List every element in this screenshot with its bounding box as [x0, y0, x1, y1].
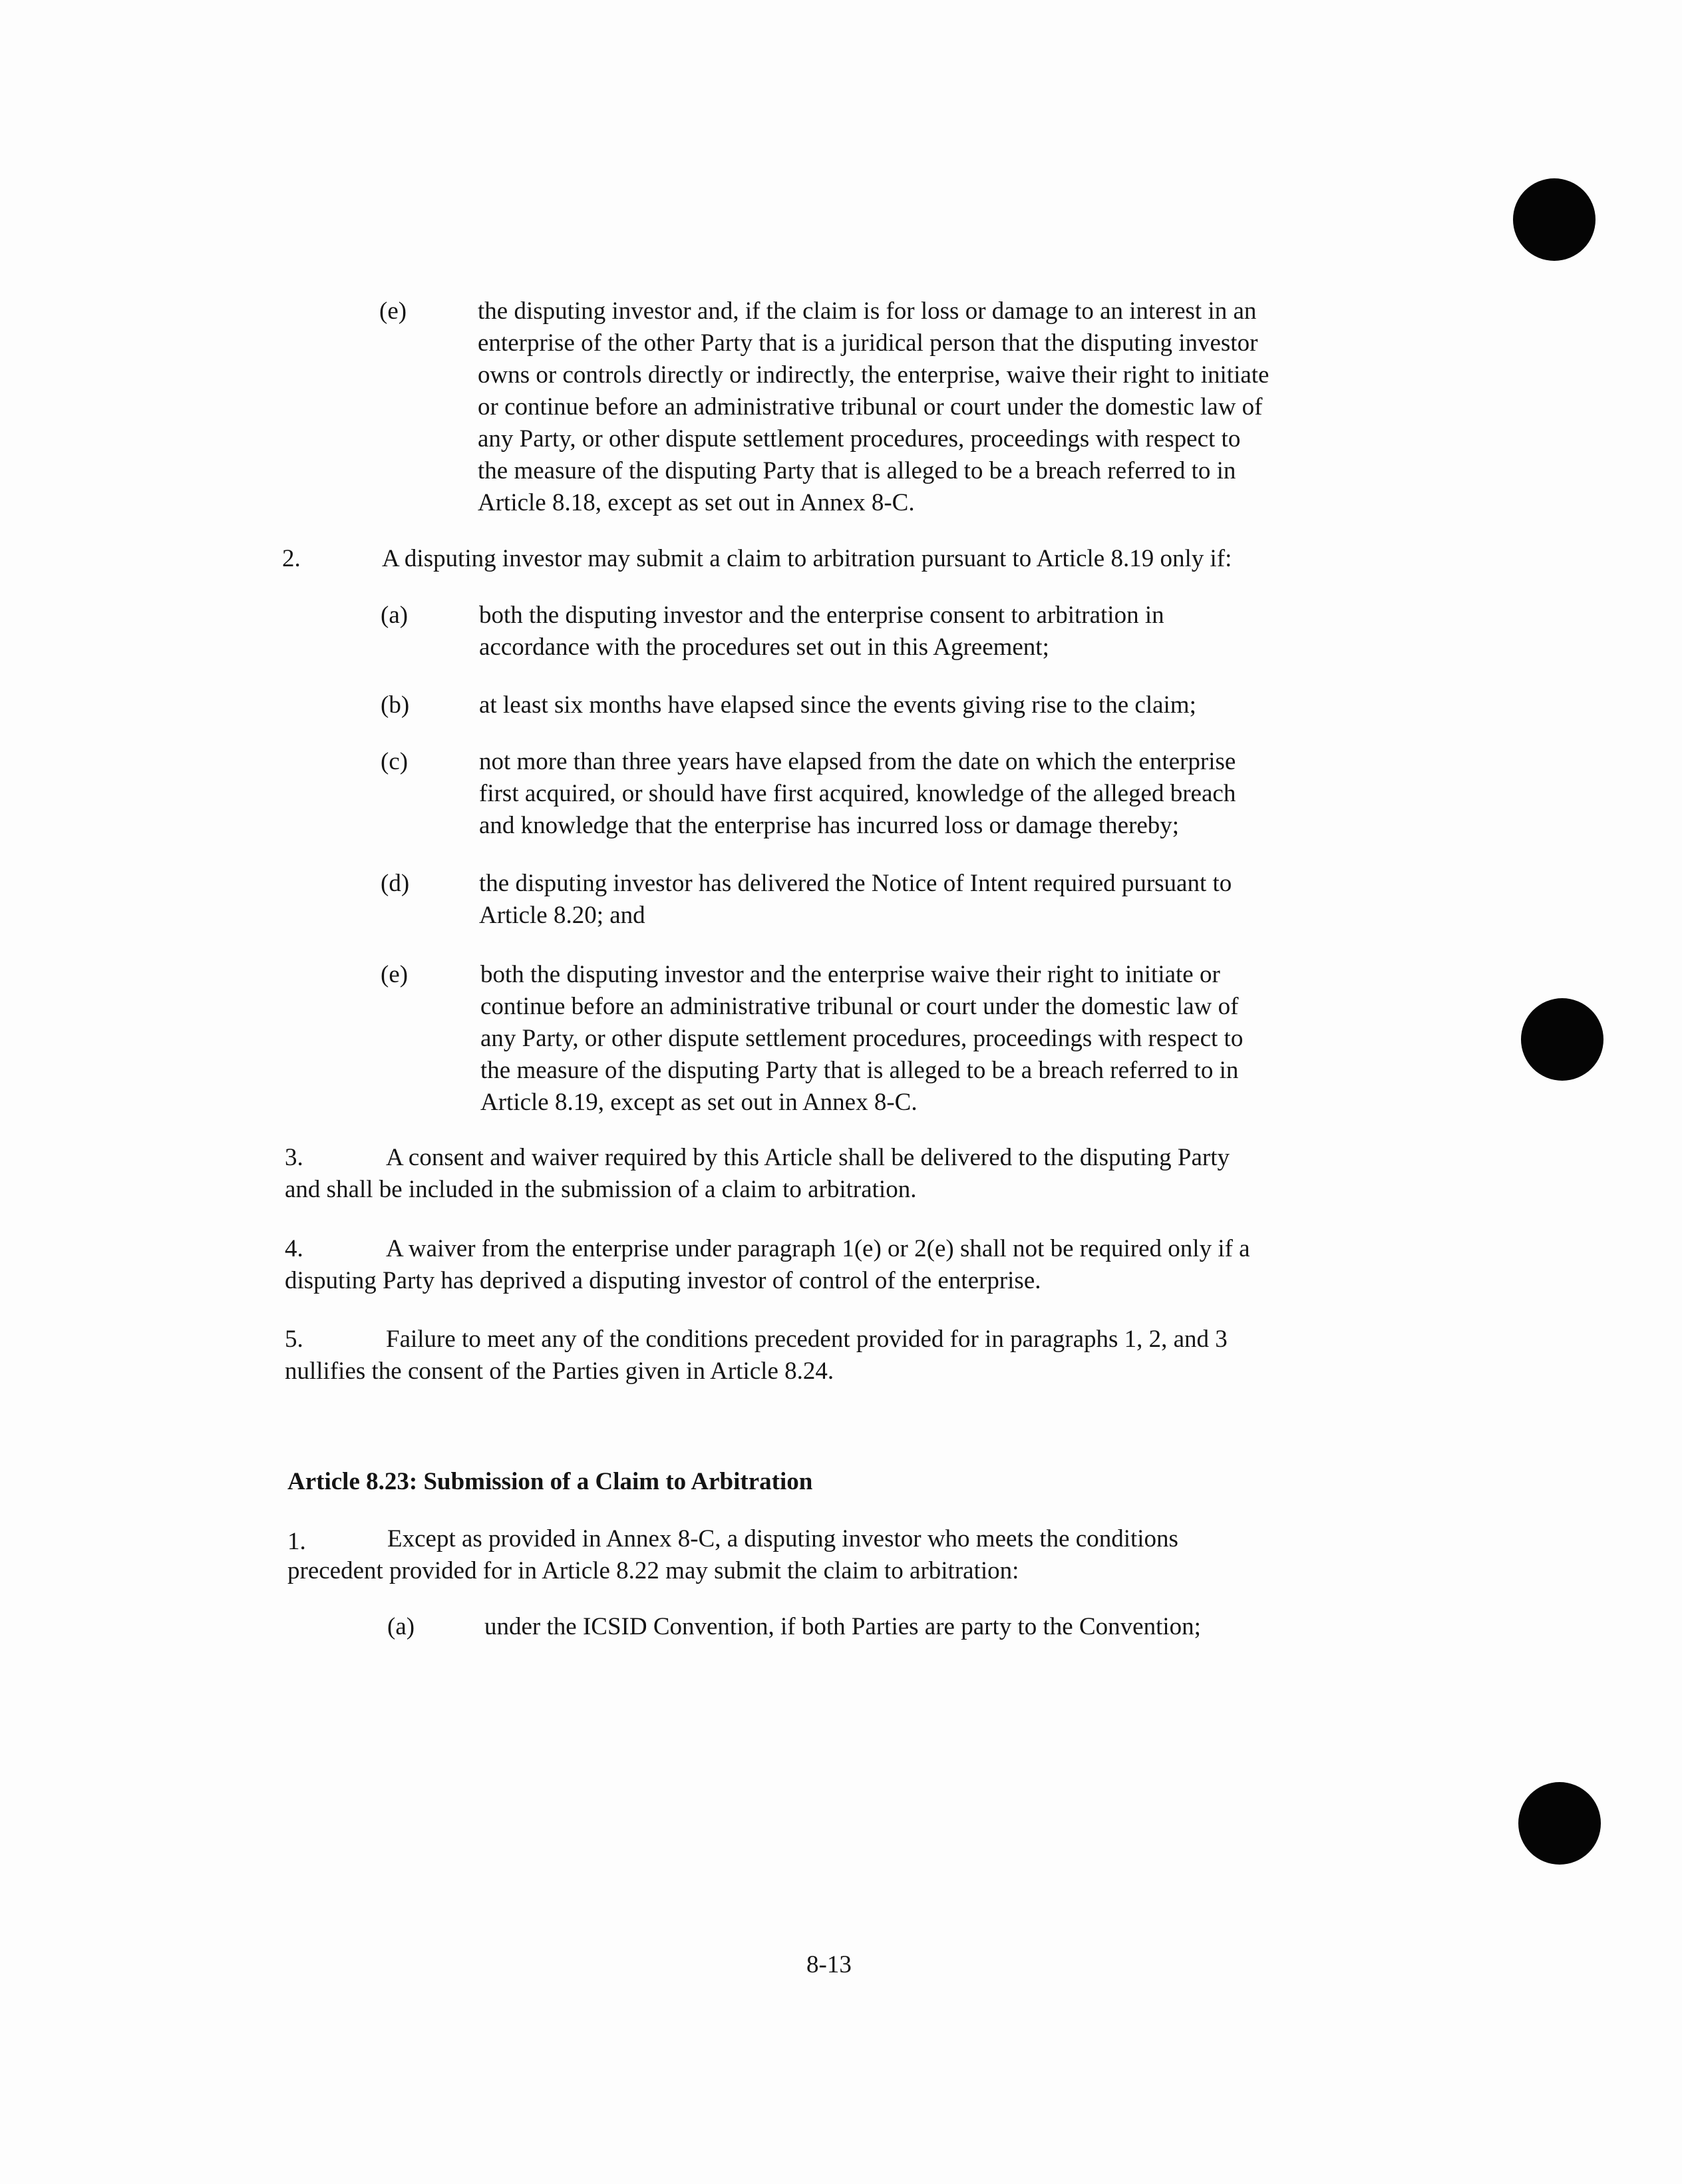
- item-text-line: first acquired, or should have first acquired, knowledge of the alleged breach: [479, 780, 1236, 807]
- item-text-line: under the ICSID Convention, if both Parties are party to the Convention;: [484, 1613, 1201, 1640]
- item-text-line: the measure of the disputing Party that is alleged to be a breach referred to in: [480, 1057, 1239, 1084]
- paragraph-text: A consent and waiver required by this Article shall be delivered to the disputing Party: [386, 1144, 1230, 1171]
- punch-hole-top: [1513, 178, 1596, 261]
- paragraph-number: 4.: [285, 1235, 303, 1262]
- paragraph-text: Failure to meet any of the conditions precedent provided for in paragraphs 1, 2, and 3: [386, 1326, 1228, 1353]
- item-text-line: continue before an administrative tribunal or court under the domestic law of: [480, 993, 1239, 1020]
- punch-hole-middle: [1521, 998, 1603, 1081]
- item-label: (d): [381, 870, 410, 897]
- item-text-line: both the disputing investor and the enterprise consent to arbitration in: [479, 602, 1164, 629]
- paragraph-number: 2.: [282, 545, 301, 572]
- item-text-line: Article 8.20; and: [479, 902, 645, 929]
- item-text-line: the disputing investor and, if the claim is for loss or damage to an interest in an: [478, 297, 1257, 325]
- paragraph-text: and shall be included in the submission of a claim to arbitration.: [285, 1176, 917, 1203]
- punch-hole-bottom: [1518, 1782, 1601, 1865]
- item-label: (e): [379, 297, 407, 325]
- paragraph-number: 1.: [287, 1528, 306, 1555]
- item-label: (a): [381, 602, 409, 629]
- item-text-line: not more than three years have elapsed from the date on which the enterprise: [479, 748, 1236, 775]
- item-text-line: both the disputing investor and the enterprise waive their right to initiate or: [480, 961, 1220, 988]
- paragraph-text: nullifies the consent of the Parties given in Article 8.24.: [285, 1358, 834, 1385]
- item-text-line: and knowledge that the enterprise has incurred loss or damage thereby;: [479, 812, 1180, 839]
- paragraph-number: 3.: [285, 1144, 303, 1171]
- paragraph-text: disputing Party has deprived a disputing investor of control of the enterprise.: [285, 1267, 1041, 1294]
- paragraph-text: Except as provided in Annex 8-C, a disputing investor who meets the conditions: [387, 1525, 1178, 1552]
- item-text-line: enterprise of the other Party that is a juridical person that the disputing investor: [478, 329, 1258, 357]
- item-text-line: owns or controls directly or indirectly, the enterprise, waive their right to initiate: [478, 361, 1269, 389]
- item-label: (c): [381, 748, 409, 775]
- paragraph-text: A waiver from the enterprise under paragraph 1(e) or 2(e) shall not be required only if a: [386, 1235, 1250, 1262]
- item-text-line: accordance with the procedures set out in this Agreement;: [479, 634, 1049, 661]
- item-label: (e): [381, 961, 409, 988]
- item-label: (a): [387, 1613, 415, 1640]
- article-heading: Article 8.23: Submission of a Claim to Arbitration: [287, 1468, 813, 1495]
- item-text-line: at least six months have elapsed since the events giving rise to the claim;: [479, 691, 1196, 719]
- paragraph-text: precedent provided for in Article 8.22 may submit the claim to arbitration:: [287, 1557, 1019, 1584]
- item-text-line: any Party, or other dispute settlement procedures, proceedings with respect to: [478, 425, 1241, 453]
- page-number: 8-13: [806, 1951, 852, 1978]
- item-label: (b): [381, 691, 410, 719]
- item-text-line: Article 8.18, except as set out in Annex 8-C.: [478, 489, 915, 516]
- item-text-line: the measure of the disputing Party that is alleged to be a breach referred to in: [478, 457, 1236, 484]
- paragraph-number: 5.: [285, 1326, 303, 1353]
- item-text-line: or continue before an administrative tribunal or court under the domestic law of: [478, 393, 1263, 421]
- paragraph-text: A disputing investor may submit a claim to arbitration pursuant to Article 8.19 only if:: [382, 545, 1232, 572]
- item-text-line: the disputing investor has delivered the Notice of Intent required pursuant to: [479, 870, 1232, 897]
- item-text-line: Article 8.19, except as set out in Annex 8-C.: [480, 1089, 918, 1116]
- item-text-line: any Party, or other dispute settlement procedures, proceedings with respect to: [480, 1025, 1244, 1052]
